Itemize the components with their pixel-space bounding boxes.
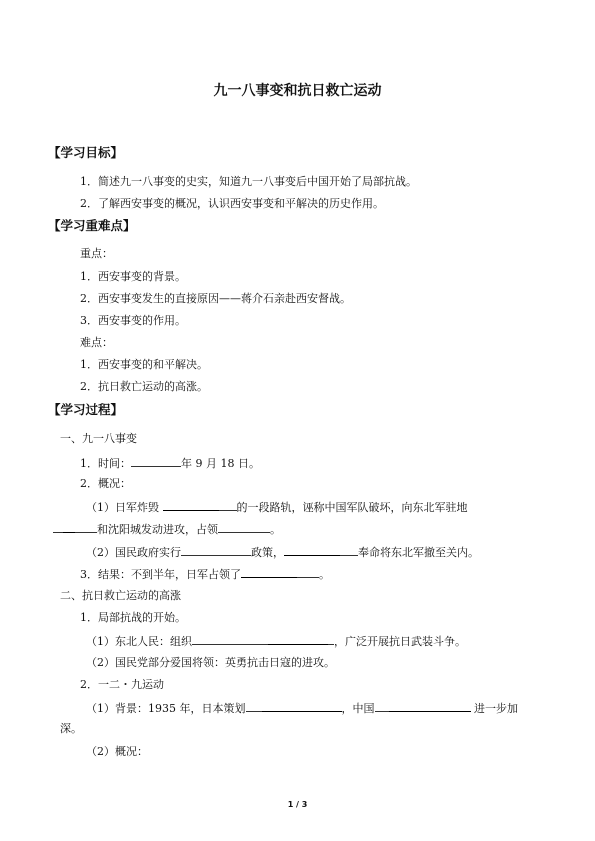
blank-commander[interactable] [284,544,340,556]
blank-railway-ext[interactable] [219,499,237,511]
focus-item-2: 2．西安事变发生的直接原因——蒋介石亲赴西安督战。 [80,292,351,305]
local-2-line: （2）国民党部分爱国将领：英勇抗击日寇的进攻。 [86,656,335,669]
background-line [86,700,518,716]
difficulty-item-1: 1．西安事变的和平解决。 [80,358,208,371]
result-suffix: 。 [319,568,330,581]
time-label: 1．时间： [80,457,131,470]
section-1-title: 一、九一八事变 [60,432,137,445]
blank-plot-b[interactable] [262,700,342,712]
general-label: （2）概况： [86,745,148,758]
result-line [80,566,330,582]
ov1c-end: 。 [270,523,281,536]
bg-mid: ，中国 [341,702,375,715]
ov1-prefix: （1）日军炸毁 [86,501,159,514]
ov1-suffix: 的一段路轨，诬称中国军队破坏，向东北军驻地 [236,501,468,514]
blank-crisis-a[interactable] [375,700,389,712]
section-2-title: 二、抗日救亡运动的高涨 [60,589,181,602]
bg-prefix: （1）背景：1935 年，日本策划 [86,702,246,715]
overview-label: 2．概况： [80,477,131,490]
dec9-movement: 2．一二・九运动 [80,678,164,691]
page-title: 九一八事变和抗日救亡运动 [213,83,382,99]
overview-1-cont [53,521,281,537]
blank-garrison-a[interactable] [53,521,63,533]
blank-plot-a[interactable] [246,700,262,712]
focus-label: 重点： [80,247,113,260]
ov2-suffix: 奉命将东北军撤至关内。 [358,546,479,559]
time-suffix: 年 9 月 18 日。 [181,457,260,470]
focus-item-1: 1．西安事变的背景。 [80,270,186,283]
bg-suffix: 进一步加 [474,702,518,715]
local1-prefix: （1）东北人民：组织 [86,635,192,648]
ov2-mid: 政策， [251,546,284,559]
goal-item-1: 1．简述九一八事变的史实，知道九一八事变后中国开始了局部抗战。 [80,175,417,188]
goals-heading: 【学习目标】 [48,145,124,160]
blank-occupied[interactable] [218,521,270,533]
ov1c-mid: 和沈阳城发动进攻，占领 [97,523,218,536]
blank-crisis-b[interactable] [389,700,471,712]
result-prefix: 3．结果：不到半年，日军占领了 [80,568,241,581]
blank-army-b[interactable] [268,633,328,645]
blank-territory[interactable] [241,566,297,578]
background-cont: 深。 [60,722,82,735]
blank-year[interactable] [131,455,181,467]
difficulty-item-2: 2．抗日救亡运动的高涨。 [80,380,208,393]
blank-policy[interactable] [181,544,251,556]
local-1-line [86,633,466,649]
blank-railway[interactable] [163,499,219,511]
keypoints-heading: 【学习重难点】 [48,218,136,233]
blank-commander-ext[interactable] [340,544,358,556]
blank-garrison-c[interactable] [75,521,97,533]
blank-territory-ext[interactable] [297,566,319,578]
local-resistance: 1．局部抗战的开始。 [80,611,186,624]
overview-2-line [86,544,479,560]
time-line [80,455,260,471]
blank-garrison-b[interactable] [63,521,75,533]
overview-1-line [86,499,468,515]
goal-item-2: 2．了解西安事变的概况，认识西安事变和平解决的历史作用。 [80,197,384,210]
ov2-prefix: （2）国民政府实行 [86,546,181,559]
local1-suffix: ，广泛开展抗日武装斗争。 [334,635,466,648]
focus-item-3: 3．西安事变的作用。 [80,314,186,327]
page-number: 1 / 3 [287,800,308,809]
difficulty-label: 难点： [80,336,113,349]
process-heading: 【学习过程】 [48,402,124,417]
blank-army-a[interactable] [192,633,268,645]
